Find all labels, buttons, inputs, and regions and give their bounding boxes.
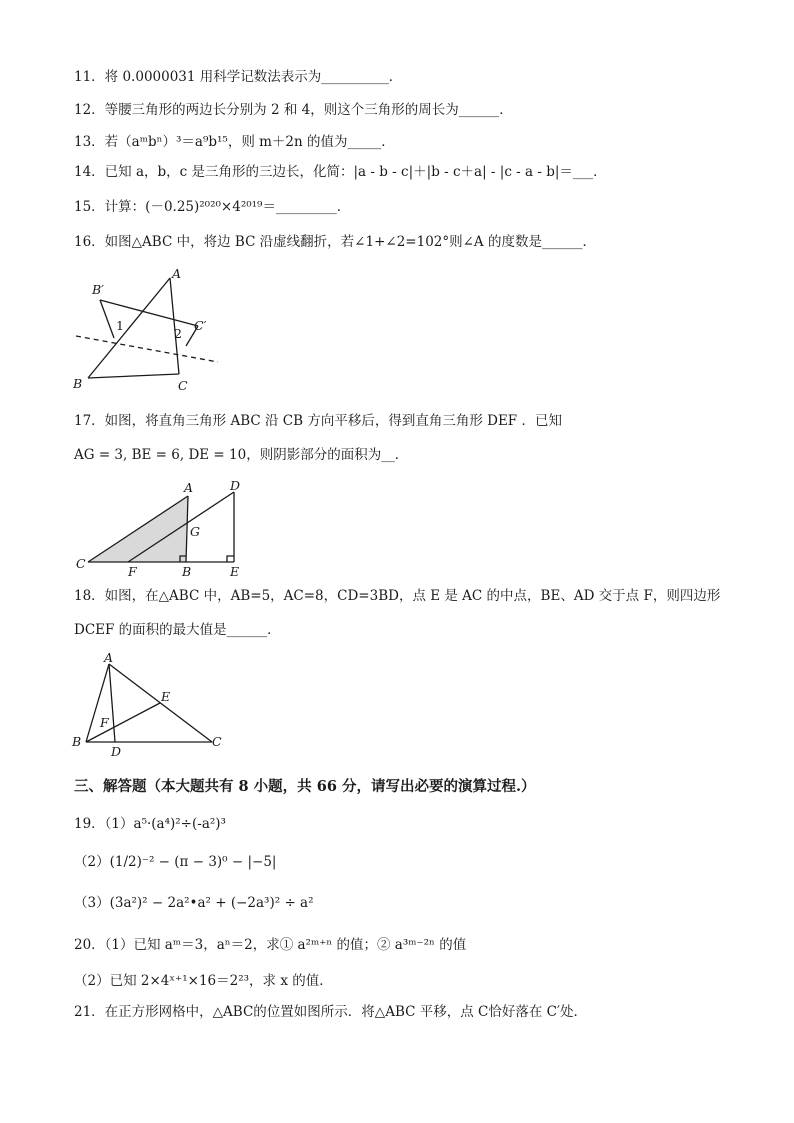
- question-17-line-2: AG = 3, BE = 6, DE = 10，则阴影部分的面积为__．: [74, 447, 409, 463]
- fig16-label-angle-1: 1: [116, 318, 124, 333]
- fig17-label-a: A: [184, 480, 194, 495]
- question-18-line-1: 18．如图，在△ABC 中，AB=5，AC=8，CD=3BD，点 E 是 AC 的中点，BE、AD 交于点 F，则四边形: [74, 588, 721, 604]
- question-17-line-1: 17．如图，将直角三角形 ABC 沿 CB 方向平移后，得到直角三角形 DEF ．已知: [74, 413, 562, 429]
- question-11: 11．将 0.0000031 用科学记数法表示为__________．: [74, 69, 403, 85]
- fig17-label-b: B: [182, 564, 192, 579]
- question-13: 13．若（aᵐbⁿ）³＝a⁹b¹⁵，则 m＋2n 的值为_____．: [74, 134, 395, 150]
- section-3-heading: 三、解答题（本大题共有 8 小题，共 66 分，请写出必要的演算过程.）: [74, 778, 536, 795]
- question-18-line-2: DCEF 的面积的最大值是______．: [74, 622, 281, 638]
- fig17-label-f: F: [128, 564, 137, 579]
- fig18-label-d: D: [111, 744, 122, 759]
- question-19-part-1: 19．（1）a⁵·(a⁴)²÷(-a²)³: [74, 816, 226, 832]
- question-16: 16．如图△ABC 中，将边 BC 沿虚线翻折，若∠1+∠2=102°则∠A 的度数是______．: [74, 234, 596, 250]
- fig18-label-e: E: [161, 689, 171, 704]
- question-20-part-2: （2）已知 2×4ˣ⁺¹×16＝2²³，求 x 的值．: [74, 973, 333, 989]
- fig16-label-c-prime: C′: [194, 318, 207, 333]
- question-20-part-1: 20．（1）已知 aᵐ＝3，aⁿ＝2，求① a²ᵐ⁺ⁿ 的值；② a³ᵐ⁻²ⁿ 的值: [74, 937, 467, 953]
- question-12: 12．等腰三角形的两边长分别为 2 和 4，则这个三角形的周长为______．: [74, 102, 513, 118]
- fig17-label-g: G: [190, 524, 200, 539]
- fig17-label-c: C: [76, 556, 86, 571]
- fig16-label-b-prime: B′: [92, 282, 105, 297]
- question-14: 14．已知 a，b，c 是三角形的三边长，化简：|a - b - c|＋|b - c＋a| - |c - a - b|＝___．: [74, 164, 607, 180]
- fig18-label-f: F: [100, 715, 109, 730]
- fig16-label-b: B: [73, 376, 83, 391]
- fig17-label-e: E: [230, 564, 240, 579]
- question-19-part-3: （3）(3a²)² − 2a²•a² + (−2a³)² ÷ a²: [74, 895, 314, 911]
- fig18-label-a: A: [104, 650, 114, 665]
- fig18-label-c: C: [212, 734, 222, 749]
- figure-16-triangle-fold: [70, 264, 230, 394]
- figure-17-translated-triangles: [70, 478, 260, 582]
- question-21: 21．在正方形网格中，△ABC的位置如图所示．将△ABC 平移，点 C恰好落在 C′处．: [74, 1004, 588, 1020]
- fig16-label-a: A: [172, 266, 182, 281]
- fig18-label-b: B: [72, 734, 82, 749]
- fig16-label-angle-2: 2: [174, 326, 182, 341]
- fig16-label-c: C: [178, 378, 188, 393]
- question-19-part-2: （2）(1/2)⁻² − (π − 3)⁰ − |−5|: [74, 854, 277, 870]
- question-15: 15．计算：(－0.25)²⁰²⁰×4²⁰¹⁹＝_________．: [74, 199, 351, 215]
- figure-18-triangle-abc: [66, 648, 236, 760]
- fig17-label-d: D: [230, 478, 241, 493]
